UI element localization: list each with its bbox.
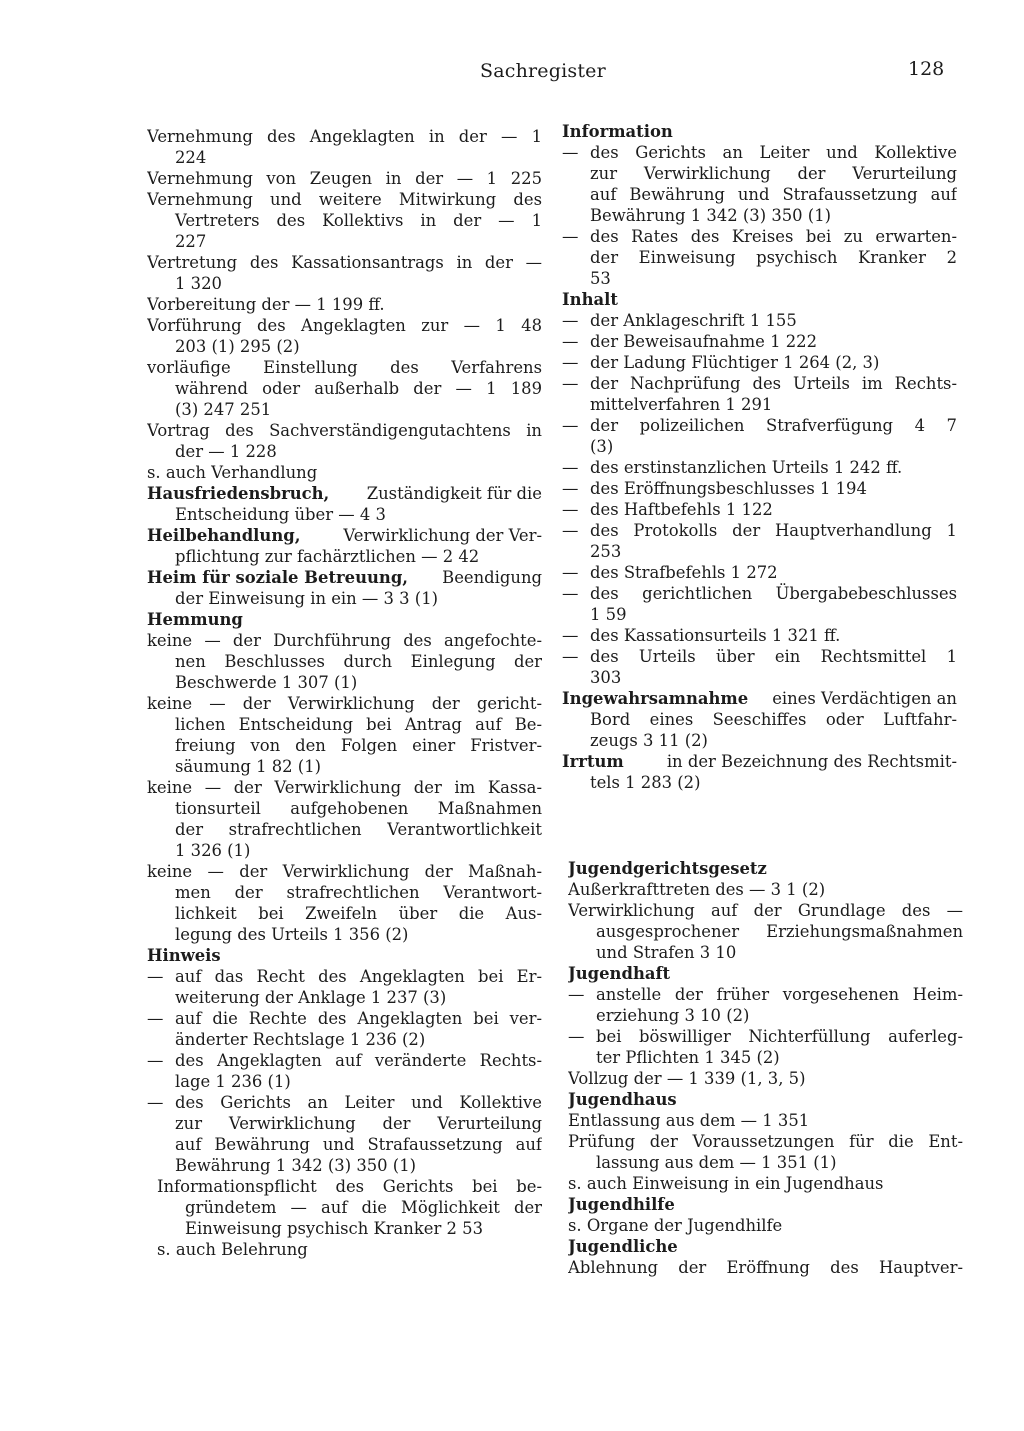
index-line: während oder außerhalb der — 1 189 <box>175 379 542 398</box>
index-dash: — <box>147 967 164 986</box>
index-line: 227 <box>175 232 207 251</box>
index-line: änderter Rechtslage 1 236 (2) <box>175 1030 426 1049</box>
index-entry-line <box>147 483 542 504</box>
index-heading: Jugendhilfe <box>568 1195 675 1214</box>
index-entry-line <box>562 415 957 436</box>
index-line: mittelverfahren 1 291 <box>590 395 773 414</box>
index-entry-line <box>562 625 957 646</box>
index-line: Vorführung des Angeklagten zur — 1 48 <box>147 316 542 335</box>
index-heading: Hinweis <box>147 946 221 965</box>
index-entry-line <box>147 966 542 987</box>
index-line: Vertretung des Kassationsantrags in der — <box>147 253 542 272</box>
index-line: Bewährung 1 342 (3) 350 (1) <box>590 206 832 225</box>
index-line: (3) 247 251 <box>175 400 272 419</box>
index-entry-line <box>562 646 957 667</box>
index-line: ausgesprochener Erziehungsmaßnahmen <box>596 922 963 941</box>
index-line: lichen Entscheidung bei Antrag auf Be- <box>175 715 542 734</box>
index-entry-line <box>147 525 542 546</box>
index-text: anstelle der früher vorgesehenen Heim- <box>596 985 963 1004</box>
index-text: der Anklageschrift 1 155 <box>590 311 797 330</box>
index-line: auf Bewährung und Strafaussetzung auf <box>175 1135 542 1154</box>
index-text: des erstinstanzlichen Urteils 1 242 ff. <box>590 458 903 477</box>
index-entry-line <box>562 583 957 604</box>
index-column-left <box>147 126 542 1260</box>
index-dash: — <box>568 985 585 1004</box>
index-heading: Inhalt <box>562 290 618 309</box>
index-entry-line <box>568 1026 963 1047</box>
index-heading: Irrtum <box>562 752 624 771</box>
index-dash: — <box>562 521 579 540</box>
index-line: 253 <box>590 542 622 561</box>
index-line: Vertreters des Kollektivs in der — 1 <box>175 211 542 230</box>
index-text: eines Verdächtigen an <box>772 689 957 708</box>
index-dash: — <box>147 1093 164 1112</box>
index-text: des Kassationsurteils 1 321 ff. <box>590 626 841 645</box>
index-line: s. Organe der Jugendhilfe <box>568 1216 783 1235</box>
index-line: Beschwerde 1 307 (1) <box>175 673 358 692</box>
index-line: Vernehmung von Zeugen in der — 1 225 <box>147 169 542 188</box>
index-text: Beendigung <box>442 568 542 587</box>
index-dash: — <box>147 1009 164 1028</box>
index-line: s. auch Einweisung in ein Jugendhaus <box>568 1174 884 1193</box>
index-line: erziehung 3 10 (2) <box>596 1006 750 1025</box>
index-line: tionsurteil aufgehobenen Maßnahmen <box>175 799 542 818</box>
index-entry-line <box>147 1092 542 1113</box>
index-dash: — <box>562 584 579 603</box>
index-line: Verwirklichung auf der Grundlage des — <box>568 901 963 920</box>
index-entry-line <box>562 226 957 247</box>
running-title: Sachregister <box>480 60 606 82</box>
index-line: keine — der Verwirklichung der Maßnah- <box>147 862 542 881</box>
index-line: 203 (1) 295 (2) <box>175 337 300 356</box>
index-line: Vorbereitung der — 1 199 ff. <box>147 295 385 314</box>
index-heading: Hemmung <box>147 610 243 629</box>
index-line: Bord eines Seeschiffes oder Luftfahr- <box>590 710 957 729</box>
index-text: in der Bezeichnung des Rechtsmit- <box>666 752 957 771</box>
index-line: pflichtung zur fachärztlichen — 2 42 <box>175 547 480 566</box>
index-line: Vollzug der — 1 339 (1, 3, 5) <box>568 1069 806 1088</box>
index-line: der strafrechtlichen Verantwortlichkeit <box>175 820 542 839</box>
index-line: Ablehnung der Eröffnung des Hauptver- <box>568 1258 963 1277</box>
index-entry-line <box>562 142 957 163</box>
index-line: nen Beschlusses durch Einlegung der <box>175 652 542 671</box>
index-entry-line <box>562 352 957 373</box>
index-line: der Einweisung psychisch Kranker 2 <box>590 248 957 267</box>
index-heading: Jugendliche <box>568 1237 678 1256</box>
index-line: men der strafrechtlichen Verantwort- <box>175 883 542 902</box>
index-dash: — <box>562 626 579 645</box>
index-dash: — <box>562 143 579 162</box>
index-heading: Hausfriedensbruch, <box>147 484 330 503</box>
index-line: (3) <box>590 437 614 456</box>
index-text: auf die Rechte des Angeklagten bei ver- <box>175 1009 542 1028</box>
index-line: Prüfung der Voraussetzungen für die Ent- <box>568 1132 963 1151</box>
index-text: der Ladung Flüchtiger 1 264 (2, 3) <box>590 353 880 372</box>
index-text: des Angeklagten auf veränderte Rechts- <box>175 1051 542 1070</box>
index-dash: — <box>562 311 579 330</box>
index-line: 224 <box>175 148 207 167</box>
index-text: des Gerichts an Leiter und Kollektive <box>175 1093 542 1112</box>
index-line: auf Bewährung und Strafaussetzung auf <box>590 185 957 204</box>
index-line: 53 <box>590 269 611 288</box>
index-line: 1 59 <box>590 605 627 624</box>
index-dash: — <box>562 647 579 666</box>
index-heading: Jugendhaus <box>568 1090 677 1109</box>
index-dash: — <box>562 563 579 582</box>
index-line: legung des Urteils 1 356 (2) <box>175 925 409 944</box>
index-column-right-top <box>562 121 957 793</box>
index-entry-line <box>562 373 957 394</box>
index-line: Informationspflicht des Gerichts bei be- <box>157 1177 542 1196</box>
index-text: Zuständigkeit für die <box>366 484 542 503</box>
index-line: Vernehmung des Angeklagten in der — 1 <box>147 127 542 146</box>
index-entry-line <box>562 688 957 709</box>
index-heading: Heilbehandlung, <box>147 526 301 545</box>
index-entry-line <box>147 567 542 588</box>
index-text: bei böswilliger Nichterfüllung auferleg- <box>596 1027 963 1046</box>
index-text: des Rates des Kreises bei zu erwarten- <box>590 227 957 246</box>
index-dash: — <box>562 353 579 372</box>
index-dash: — <box>562 479 579 498</box>
index-line: zur Verwirklichung der Verurteilung <box>175 1114 542 1133</box>
index-line: weiterung der Anklage 1 237 (3) <box>175 988 447 1007</box>
index-entry-line <box>562 310 957 331</box>
index-text: des Urteils über ein Rechtsmittel 1 <box>590 647 957 666</box>
index-line: freiung von den Folgen einer Fristver- <box>175 736 542 755</box>
index-line: Entscheidung über — 4 3 <box>175 505 386 524</box>
index-line: s. auch Belehrung <box>157 1240 308 1259</box>
index-heading: Jugendgerichtsgesetz <box>568 859 767 878</box>
index-line: lage 1 236 (1) <box>175 1072 291 1091</box>
index-line: 303 <box>590 668 622 687</box>
index-dash: — <box>562 374 579 393</box>
index-entry-line <box>562 478 957 499</box>
index-entry-line <box>562 520 957 541</box>
index-line: der Einweisung in ein — 3 3 (1) <box>175 589 439 608</box>
index-line: der — 1 228 <box>175 442 277 461</box>
index-line: 1 326 (1) <box>175 841 251 860</box>
index-line: lichkeit bei Zweifeln über die Aus- <box>175 904 542 923</box>
index-heading: Jugendhaft <box>568 964 671 983</box>
index-line: säumung 1 82 (1) <box>175 757 322 776</box>
index-entry-line <box>562 751 957 772</box>
index-dash: — <box>562 227 579 246</box>
index-line: vorläufige Einstellung des Verfahrens <box>147 358 542 377</box>
index-line: Bewährung 1 342 (3) 350 (1) <box>175 1156 417 1175</box>
index-text: der Nachprüfung des Urteils im Rechts- <box>590 374 957 393</box>
index-entry-line <box>562 499 957 520</box>
index-heading: Heim für soziale Betreuung, <box>147 568 409 587</box>
index-text: der polizeilichen Strafverfügung 4 7 <box>590 416 957 435</box>
index-line: lassung aus dem — 1 351 (1) <box>596 1153 837 1172</box>
index-line: Vortrag des Sachverständigengutachtens in <box>147 421 542 440</box>
index-text: der Beweisaufnahme 1 222 <box>590 332 818 351</box>
index-entry-line <box>147 1050 542 1071</box>
index-dash: — <box>562 458 579 477</box>
index-line: gründetem — auf die Möglichkeit der <box>185 1198 542 1217</box>
index-heading: Information <box>562 122 673 141</box>
index-line: tels 1 283 (2) <box>590 773 701 792</box>
index-dash: — <box>562 416 579 435</box>
index-line: Außerkrafttreten des — 3 1 (2) <box>568 880 826 899</box>
index-entry-line <box>568 984 963 1005</box>
index-line: keine — der Verwirklichung der gericht- <box>147 694 542 713</box>
index-entry-line <box>147 1008 542 1029</box>
index-line: s. auch Verhandlung <box>147 463 318 482</box>
index-heading: Ingewahrsamnahme <box>562 689 749 708</box>
index-dash: — <box>147 1051 164 1070</box>
index-text: des Strafbefehls 1 272 <box>590 563 778 582</box>
index-text: des Haftbefehls 1 122 <box>590 500 773 519</box>
index-entry-line <box>562 562 957 583</box>
index-line: ter Pflichten 1 345 (2) <box>596 1048 780 1067</box>
index-text: des gerichtlichen Übergabebeschlusses <box>590 584 957 603</box>
index-line: zeugs 3 11 (2) <box>590 731 708 750</box>
page-number: 128 <box>908 58 945 80</box>
index-text: auf das Recht des Angeklagten bei Er- <box>175 967 542 986</box>
index-line: zur Verwirklichung der Verurteilung <box>590 164 957 183</box>
index-entry-line <box>562 331 957 352</box>
index-line: Vernehmung und weitere Mitwirkung des <box>147 190 542 209</box>
index-text: Verwirklichung der Ver- <box>343 526 542 545</box>
index-dash: — <box>568 1027 585 1046</box>
index-text: des Gerichts an Leiter und Kollektive <box>590 143 957 162</box>
index-text: des Eröffnungsbeschlusses 1 194 <box>590 479 867 498</box>
index-line: Einweisung psychisch Kranker 2 53 <box>185 1219 484 1238</box>
index-entry-line <box>562 457 957 478</box>
index-line: und Strafen 3 10 <box>596 943 737 962</box>
index-dash: — <box>562 500 579 519</box>
index-line: Entlassung aus dem — 1 351 <box>568 1111 810 1130</box>
index-column-right-bottom <box>568 858 963 1278</box>
index-line: keine — der Verwirklichung der im Kassa- <box>147 778 542 797</box>
index-line: 1 320 <box>175 274 222 293</box>
index-line: keine — der Durchführung des angefochte- <box>147 631 542 650</box>
index-text: des Protokolls der Hauptverhandlung 1 <box>590 521 957 540</box>
index-dash: — <box>562 332 579 351</box>
